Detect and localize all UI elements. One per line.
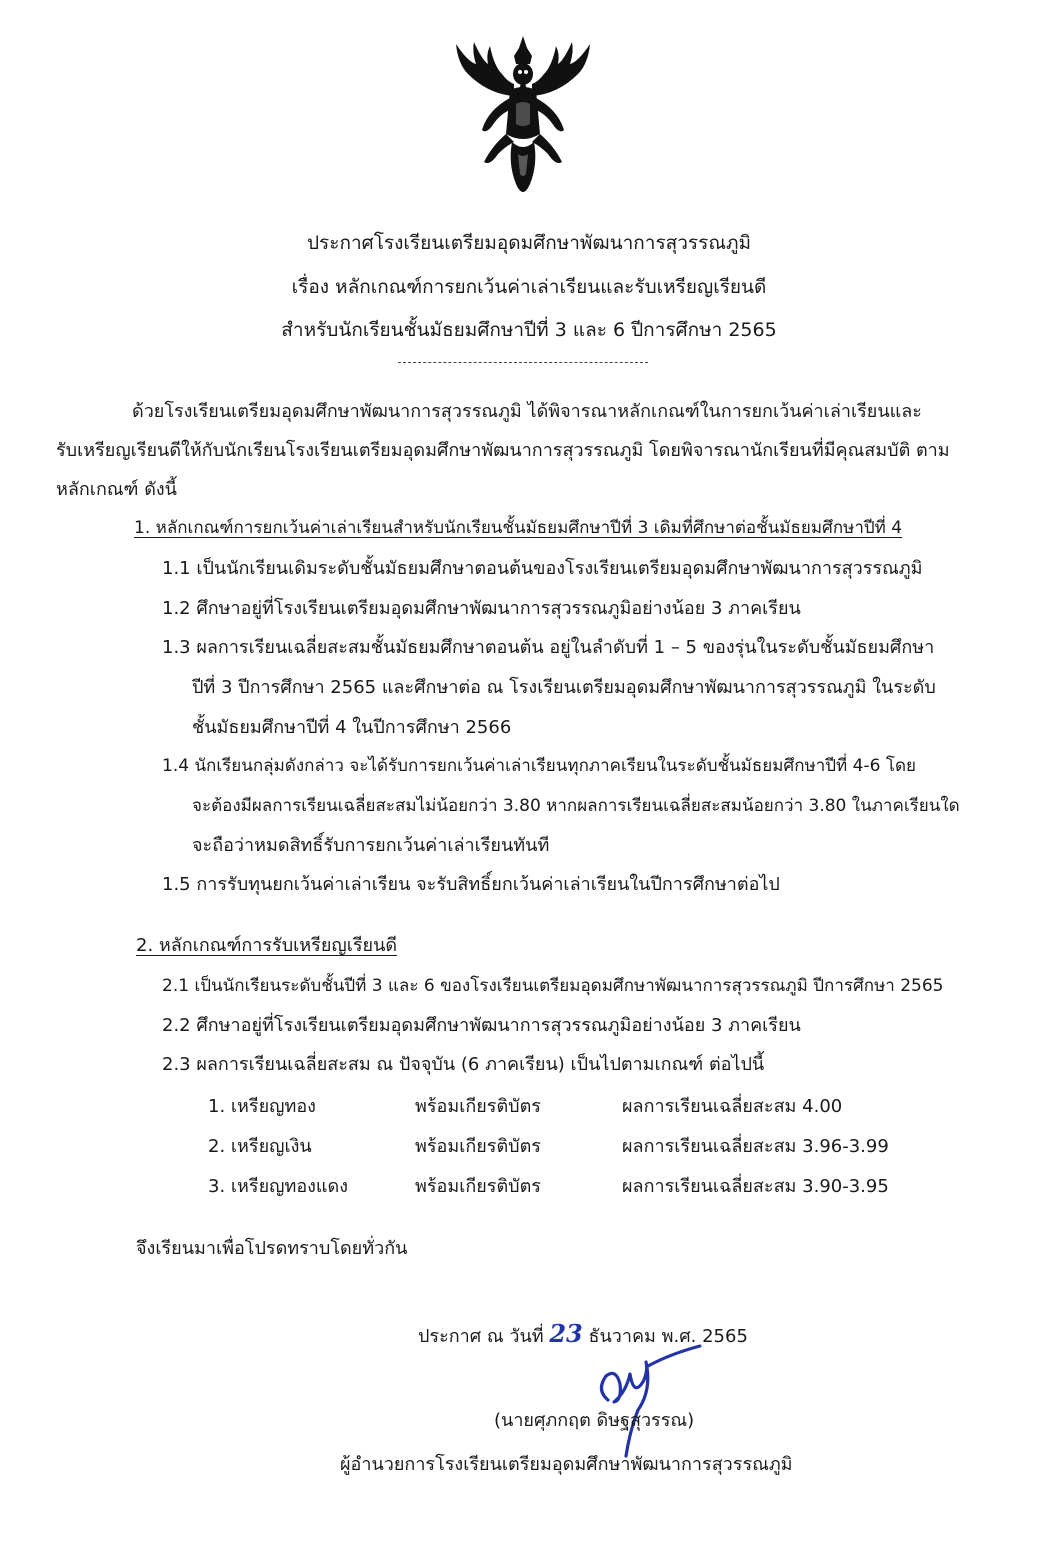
medal-name: 3. เหรียญทองแดง — [208, 1176, 349, 1197]
item-1-5: 1.5 การรับทุนยกเว้นค่าเล่าเรียน จะรับสิทธิ์ยกเว้นค่าเล่าเรียนในปีการศึกษาต่อไป — [162, 874, 780, 895]
item-1-3-line-2: ปีที่ 3 ปีการศึกษา 2565 และศึกษาต่อ ณ โรงเรียนเตรียมอุดมศึกษาพัฒนาการสุวรรณภูมิ ในระดับ — [192, 677, 936, 698]
section-2-heading: 2. หลักเกณฑ์การรับเหรียญเรียนดี — [136, 935, 398, 956]
medal-name: 2. เหรียญเงิน — [208, 1136, 312, 1157]
signature-mark — [590, 1340, 710, 1460]
item-1-3-line-3: ชั้นมัธยมศึกษาปีที่ 4 ในปีการศึกษา 2566 — [192, 717, 512, 738]
announce-day-handwritten: 23 — [549, 1319, 583, 1348]
separator-line — [398, 362, 648, 363]
medal-criteria: ผลการเรียนเฉลี่ยสะสม 4.00 — [622, 1096, 843, 1117]
item-1-3-line-1: 1.3 ผลการเรียนเฉลี่ยสะสมชั้นมัธยมศึกษาตอนต้น อยู่ในลำดับที่ 1 – 5 ของรุ่นในระดับชั้นมัธยมศึกษา — [162, 637, 935, 658]
title-line-3: สำหรับนักเรียนชั้นมัธยมศึกษาปีที่ 3 และ 6 ปีการศึกษา 2565 — [281, 319, 777, 341]
medal-award: พร้อมเกียรติบัตร — [415, 1096, 541, 1117]
item-1-2: 1.2 ศึกษาอยู่ที่โรงเรียนเตรียมอุดมศึกษาพัฒนาการสุวรรณภูมิอย่างน้อย 3 ภาคเรียน — [162, 598, 801, 619]
item-1-4-line-2: จะต้องมีผลการเรียนเฉลี่ยสะสมไม่น้อยกว่า 3.80 หากผลการเรียนเฉลี่ยสะสมน้อยกว่า 3.80 ในภาคเรียนใด — [192, 796, 960, 816]
announce-prefix: ประกาศ ณ วันที่ — [418, 1326, 544, 1347]
medal-criteria: ผลการเรียนเฉลี่ยสะสม 3.96-3.99 — [622, 1136, 889, 1157]
item-1-4-line-1: 1.4 นักเรียนกลุ่มดังกล่าว จะได้รับการยกเว้นค่าเล่าเรียนทุกภาคเรียนในระดับชั้นมัธยมศึกษาปีที่ 4-6 โดย — [162, 756, 916, 776]
section-1-heading: 1. หลักเกณฑ์การยกเว้นค่าเล่าเรียนสำหรับนักเรียนชั้นมัธยมศึกษาปีที่ 3 เดิมที่ศึกษาต่อชั้นมัธยมศึกษาปีที่ 4 — [134, 518, 903, 538]
item-1-1: 1.1 เป็นนักเรียนเดิมระดับชั้นมัธยมศึกษาตอนต้นของโรงเรียนเตรียมอุดมศึกษาพัฒนาการสุวรรณภูมิ — [162, 558, 923, 579]
medal-criteria: ผลการเรียนเฉลี่ยสะสม 3.90-3.95 — [622, 1176, 889, 1197]
intro-line-1: ด้วยโรงเรียนเตรียมอุดมศึกษาพัฒนาการสุวรรณภูมิ ได้พิจารณาหลักเกณฑ์ในการยกเว้นค่าเล่าเรียนและ — [132, 401, 922, 422]
medal-award: พร้อมเกียรติบัตร — [415, 1136, 541, 1157]
announce-suffix: ธันวาคม พ.ศ. 2565 — [588, 1326, 748, 1347]
title-line-1: ประกาศโรงเรียนเตรียมอุดมศึกษาพัฒนาการสุวรรณภูมิ — [306, 232, 751, 254]
item-2-2: 2.2 ศึกษาอยู่ที่โรงเรียนเตรียมอุดมศึกษาพัฒนาการสุวรรณภูมิอย่างน้อย 3 ภาคเรียน — [162, 1015, 801, 1036]
medal-award: พร้อมเกียรติบัตร — [415, 1176, 541, 1197]
item-2-1: 2.1 เป็นนักเรียนระดับชั้นปีที่ 3 และ 6 ของโรงเรียนเตรียมอุดมศึกษาพัฒนาการสุวรรณภูมิ ปีการศึกษา 2565 — [162, 976, 944, 996]
closing-text: จึงเรียนมาเพื่อโปรดทราบโดยทั่วกัน — [136, 1238, 408, 1259]
intro-line-2: รับเหรียญเรียนดีให้กับนักเรียนโรงเรียนเตรียมอุดมศึกษาพัฒนาการสุวรรณภูมิ โดยพิจารณานักเรียนที่มีคุณสมบัติ ตาม — [56, 440, 950, 461]
item-2-3: 2.3 ผลการเรียนเฉลี่ยสะสม ณ ปัจจุบัน (6 ภาคเรียน) เป็นไปตามเกณฑ์ ต่อไปนี้ — [162, 1054, 765, 1075]
item-1-4-line-3: จะถือว่าหมดสิทธิ์รับการยกเว้นค่าเล่าเรียนทันที — [192, 835, 550, 856]
garuda-emblem-icon — [448, 34, 598, 204]
medal-name: 1. เหรียญทอง — [208, 1096, 316, 1117]
signer-position: ผู้อำนวยการโรงเรียนเตรียมอุดมศึกษาพัฒนาการสุวรรณภูมิ — [340, 1454, 793, 1475]
title-line-2: เรื่อง หลักเกณฑ์การยกเว้นค่าเล่าเรียนและรับเหรียญเรียนดี — [291, 276, 767, 298]
intro-line-3: หลักเกณฑ์ ดังนี้ — [56, 479, 177, 500]
signer-name: (นายศุภกฤต ดิษฐสุวรรณ) — [494, 1410, 695, 1431]
